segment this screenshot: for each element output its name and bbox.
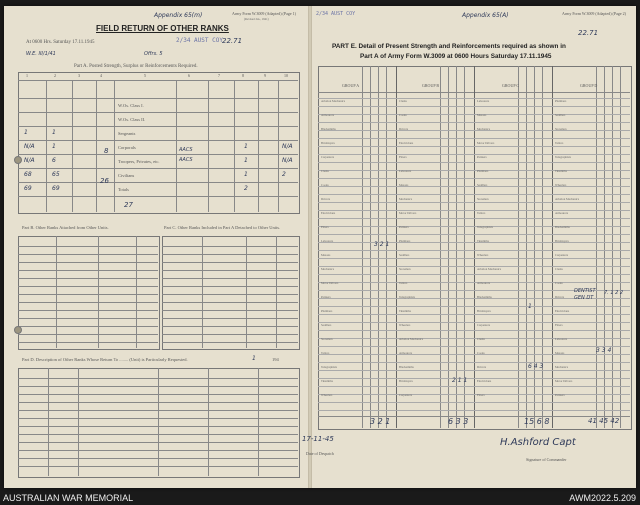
row-cell: N/A (24, 157, 35, 164)
trade-label: Masons (555, 351, 565, 355)
row-rule (18, 154, 298, 155)
rule (162, 278, 298, 279)
trade-label: Painters (555, 393, 565, 397)
rule (596, 66, 597, 428)
trade-label: Electricians (555, 309, 570, 313)
serial-left: 22.71 (222, 37, 243, 45)
rule (620, 66, 621, 428)
rule (202, 236, 203, 348)
row-label: Sergeants (118, 131, 136, 136)
rule (162, 254, 298, 255)
rule (56, 236, 57, 348)
rule (318, 258, 630, 259)
rule (162, 302, 298, 303)
gen-dt: GEN DT (574, 295, 594, 301)
rule (208, 368, 209, 476)
hand-aacs-1: AACS (179, 147, 193, 153)
trade-label: Cooks (477, 351, 485, 355)
hand-aacs-2: AACS (179, 157, 193, 163)
trade-label: Motor Drivers (321, 281, 339, 285)
despatch-label: Date of Despatch (306, 451, 334, 456)
rule (162, 286, 298, 287)
rule (318, 250, 630, 251)
trade-label: Electricians (321, 211, 336, 215)
trade-label: Storemen (399, 267, 411, 271)
trade-label: Fitters (477, 393, 485, 397)
pencil-note-right: Appendix 65(A) (462, 12, 509, 19)
caption-bar (0, 490, 640, 505)
row-cell: 1 (244, 157, 248, 164)
trade-label: Mechanics (477, 127, 490, 131)
rule (18, 326, 158, 327)
trade-label: Mechanics (555, 365, 568, 369)
trade-label: Labourers (321, 239, 334, 243)
column-number: 5 (144, 73, 146, 78)
trade-label: Wheelers (477, 253, 489, 257)
trade-label: Carpenters (477, 323, 490, 327)
part-b-heading: Part B. Other Ranks Attached from Other Units. (22, 225, 109, 230)
rule (318, 306, 630, 307)
rule (258, 368, 259, 476)
rule (18, 294, 158, 295)
rule (440, 66, 441, 428)
trade-label: Fitters (555, 323, 563, 327)
trade-label: Wheelers (555, 183, 567, 187)
row-rule (18, 112, 298, 113)
row-cell: N/A (24, 143, 35, 150)
trade-label: Aviation Mechanics (477, 267, 502, 271)
rule (318, 346, 630, 347)
unit-stamp-right: 2/34 AUST COY (316, 11, 356, 17)
rule (276, 236, 277, 348)
trade-label: Saddlers (555, 113, 566, 117)
rule (318, 330, 630, 331)
rule (318, 386, 630, 387)
trade-label: Bricklayers (477, 309, 491, 313)
rule (318, 322, 630, 323)
trade-label: Tailors (321, 351, 330, 355)
rule (318, 402, 630, 403)
rule (318, 122, 630, 123)
trade-label: Wheelers (321, 393, 333, 397)
trade-label: Saddlers (399, 253, 410, 257)
serial-right: 22.71 (578, 29, 599, 37)
trade-label: Aviation Mechanics (555, 197, 580, 201)
trade-label: Mechanics (399, 197, 412, 201)
trade-label: Labourers (399, 169, 412, 173)
officers: Offrs. 5 (144, 51, 163, 57)
trade-label: Masons (321, 253, 331, 257)
trade-label: Painters (399, 225, 409, 229)
trade-label: Motor Drivers (555, 379, 573, 383)
rule (318, 266, 630, 267)
rule (18, 342, 158, 343)
rule (542, 66, 543, 428)
trade-label: Blacksmiths (321, 127, 336, 131)
hand-r-e: 3 3 4 (596, 347, 612, 354)
rule (318, 194, 630, 195)
trade-label: Plumbers (555, 99, 567, 103)
trade-label: Drivers (399, 127, 408, 131)
trade-label: Tinsmiths (555, 169, 567, 173)
row-cell: 2 (282, 171, 286, 178)
rule (396, 66, 397, 428)
rule (318, 362, 630, 363)
trade-label: Clerks (555, 267, 563, 271)
total-c: 15 6 8 (524, 417, 550, 426)
trade-label: Mechanics (321, 267, 334, 271)
part-c-heading: Part C. Other Ranks Included in Part A Detached to Other Units. (164, 225, 281, 230)
rule (318, 234, 630, 235)
row-cell: 2 (244, 185, 248, 192)
rule (518, 66, 519, 428)
trade-label: Cooks (321, 183, 329, 187)
trade-label: Fitters (399, 155, 407, 159)
trade-label: Wheelers (399, 323, 411, 327)
rule (318, 178, 630, 179)
part-a-heading: Part A. Posted Strength, Surplus or Reinforcements Required. (74, 64, 198, 69)
document-sheet (4, 6, 636, 488)
trade-label: Labourers (555, 337, 568, 341)
trade-label: Painters (321, 295, 331, 299)
rule (136, 236, 137, 348)
rule (604, 66, 605, 428)
trade-label: Tailors (555, 141, 564, 145)
row-rule (18, 168, 298, 169)
trade-label: Armourers (477, 281, 490, 285)
row-rule (18, 196, 298, 197)
rule (318, 394, 630, 395)
trade-label: Drivers (477, 365, 486, 369)
row-rule (18, 182, 298, 183)
hand-27: 27 (124, 201, 133, 209)
row-label: Totals (118, 187, 129, 192)
trade-label: Electricians (399, 141, 414, 145)
rule (18, 286, 158, 287)
column-number: 4 (100, 73, 102, 78)
nos: 7. 1 2 2 (604, 290, 624, 296)
rule (526, 66, 527, 428)
rule (98, 236, 99, 348)
row-cell: 65 (52, 171, 60, 178)
row-cell: 1 (52, 143, 56, 150)
trade-label: Cooks (399, 113, 407, 117)
hand-r-b: 2 1 1 (452, 377, 468, 384)
commander-signature: H.Ashford Capt (500, 437, 576, 448)
trade-label: Tinsmiths (477, 239, 489, 243)
rule (318, 378, 630, 379)
form-sub-left: (Revised Jan., 1941) (244, 17, 269, 21)
row-label: Civilians (118, 173, 135, 178)
rule (474, 66, 475, 428)
row-cell: 1 (52, 129, 56, 136)
rule (318, 210, 630, 211)
part-d-no: 1 (252, 355, 256, 362)
rule (318, 106, 630, 107)
trade-label: Carpenters (399, 393, 412, 397)
part-e-title-2: Part A of Army Form W.3009 at 0600 Hours Saturday 17.11.1945 (360, 53, 552, 60)
trade-label: Bricklayers (321, 141, 335, 145)
rule (318, 338, 630, 339)
footer-left: AUSTRALIAN WAR MEMORIAL (3, 493, 134, 503)
trade-label: Drivers (321, 197, 330, 201)
trade-label: Motor Drivers (399, 211, 417, 215)
rule (318, 170, 630, 171)
row-cell: 1 (24, 129, 28, 136)
despatch-date: 17-11-45 (302, 435, 334, 443)
form-ref-left: Army Form W.3009 (Adapted) (Page 1) (232, 11, 296, 16)
trade-label: Blacksmiths (477, 295, 492, 299)
trade-label: Storemen (321, 337, 333, 341)
row-cell: 68 (24, 171, 32, 178)
rule (18, 270, 158, 271)
column-number: 2 (54, 73, 56, 78)
trade-label: Tinsmiths (399, 309, 411, 313)
rule (318, 282, 630, 283)
rule (456, 66, 457, 428)
rule (162, 342, 298, 343)
row-cell: N/A (282, 143, 293, 150)
we-line: W.E. III/1/41 (26, 51, 56, 57)
rule (362, 66, 363, 428)
row-cell: N/A (282, 157, 293, 164)
trade-label: Drivers (555, 295, 564, 299)
rule (162, 318, 298, 319)
total-b: 6 3 3 (448, 417, 469, 426)
rule (18, 318, 158, 319)
total-d: 41 45 42 (588, 417, 620, 425)
rule (158, 368, 159, 476)
trade-label: Armourers (321, 113, 334, 117)
rule (162, 262, 298, 263)
part-e-title-1: PART E. Detail of Present Strength and Reinforcements required as shown in (332, 43, 566, 50)
column-number: 10 (284, 73, 288, 78)
row-label: Troopers, Privates, etc. (118, 159, 160, 164)
rule (18, 246, 158, 247)
column-number: 1 (26, 73, 28, 78)
rule (612, 66, 613, 428)
rule (318, 274, 630, 275)
trade-label: Masons (399, 183, 409, 187)
part-d-heading: Part D. Description of Other Ranks Whose Return To ........ (Unit) is Particularly Requested. (22, 357, 188, 362)
column-number: 9 (264, 73, 266, 78)
trade-label: Telegraphists (555, 155, 571, 159)
rule (162, 334, 298, 335)
row-rule (18, 126, 298, 127)
rule (162, 246, 298, 247)
trade-label: Blacksmiths (399, 365, 414, 369)
form-ref-right: Army Form W.3009 (Adapted) (Page 2) (562, 11, 626, 16)
trade-label: Plumbers (477, 169, 489, 173)
row-label: W.Os. Class II. (118, 117, 146, 122)
trade-label: Saddlers (477, 183, 488, 187)
column-number: 6 (188, 73, 190, 78)
column-number: 7 (218, 73, 220, 78)
rule (246, 236, 247, 348)
trade-label: Carpenters (321, 155, 334, 159)
signature-label: Signature of Commander (526, 457, 567, 462)
trade-label: Storemen (477, 197, 489, 201)
trade-label: Plumbers (399, 239, 411, 243)
rule (448, 66, 449, 428)
trade-label: Clerks (321, 169, 329, 173)
rule (318, 202, 630, 203)
rule (18, 262, 158, 263)
trade-label: Telegraphists (477, 225, 493, 229)
rule (318, 218, 630, 219)
rule (18, 334, 158, 335)
trade-label: Tailors (399, 281, 408, 285)
hand-r-a: 3 2 1 (374, 241, 390, 248)
trade-label: Electricians (477, 379, 492, 383)
rule (534, 66, 535, 428)
trade-label: Fitters (321, 225, 329, 229)
row-rule (18, 140, 298, 141)
rule (162, 310, 298, 311)
part-d-date: 194 (272, 357, 279, 362)
left-page (4, 6, 308, 488)
rule (318, 154, 630, 155)
rule (162, 326, 298, 327)
total-a: 3 2 1 (370, 417, 391, 426)
group-b: GROUP B (422, 83, 440, 88)
trade-label: Tinsmiths (321, 379, 333, 383)
row-label: W.Os. Class I. (118, 103, 144, 108)
trade-label: Armourers (555, 211, 568, 215)
hand-8: 8 (104, 147, 109, 155)
trade-label: Plumbers (321, 309, 333, 313)
row-cell: 69 (24, 185, 32, 192)
rule (318, 98, 630, 99)
right-page (302, 6, 636, 488)
trade-label: Aviation Mechanics (321, 99, 346, 103)
dentist: DENTIST (574, 288, 596, 294)
rule (318, 314, 630, 315)
trade-label: Masons (477, 113, 487, 117)
trade-label: Bricklayers (555, 239, 569, 243)
group-a: GROUP A (342, 83, 360, 88)
trade-label: Clerks (477, 337, 485, 341)
rule (162, 294, 298, 295)
trade-label: Clerks (399, 99, 407, 103)
rule (18, 310, 158, 311)
row-label: Corporals (118, 145, 136, 150)
trade-label: Cooks (555, 281, 563, 285)
row-cell: 69 (52, 185, 60, 192)
trade-label: Bricklayers (399, 379, 413, 383)
date-line: At 0600 Hrs. Saturday 17.11.1945 (26, 40, 95, 45)
rule (552, 66, 553, 428)
trade-label: Saddlers (321, 323, 332, 327)
unit-stamp-left: 2/34 AUST COY (176, 37, 223, 44)
rule (162, 270, 298, 271)
rule (318, 146, 630, 147)
trade-label: Motor Drivers (477, 141, 495, 145)
group-c: GROUP C (502, 83, 520, 88)
rule (464, 66, 465, 428)
rule (318, 370, 630, 371)
rule (48, 368, 49, 476)
punch-hole-2 (14, 326, 22, 334)
part-e-table (318, 66, 632, 430)
rule (318, 138, 630, 139)
trade-label: Armourers (399, 351, 412, 355)
rule (318, 226, 630, 227)
hand-r-d: 1 (528, 303, 532, 310)
footer-right: AWM2022.5.209 (569, 493, 636, 503)
rule (18, 278, 158, 279)
trade-label: Carpenters (555, 253, 568, 257)
row-cell: 1 (244, 143, 248, 150)
group-d: GROUP D (580, 83, 598, 88)
pencil-note-left: Appendix 65(m) (154, 12, 203, 19)
rule (318, 114, 630, 115)
hand-26: 26 (100, 177, 109, 185)
rule (78, 368, 79, 476)
row-cell: 6 (52, 157, 56, 164)
rule (18, 302, 158, 303)
trade-label: Painters (477, 155, 487, 159)
hand-r-c: 6 4 3 (528, 363, 544, 370)
trade-label: Aviation Mechanics (399, 337, 424, 341)
rule (318, 410, 630, 411)
trade-label: Labourers (477, 99, 490, 103)
page-title-left: FIELD RETURN OF OTHER RANKS (96, 24, 229, 33)
punch-hole-1 (14, 156, 22, 164)
rule (370, 66, 371, 428)
rule (18, 254, 158, 255)
trade-label: Storemen (555, 127, 567, 131)
trade-label: Telegraphists (399, 295, 415, 299)
trade-label: Tailors (477, 211, 486, 215)
trade-label: Telegraphists (321, 365, 337, 369)
rule (318, 162, 630, 163)
column-number: 3 (78, 73, 80, 78)
row-cell: 1 (244, 171, 248, 178)
trade-label: Blacksmiths (555, 225, 570, 229)
column-number: 8 (242, 73, 244, 78)
